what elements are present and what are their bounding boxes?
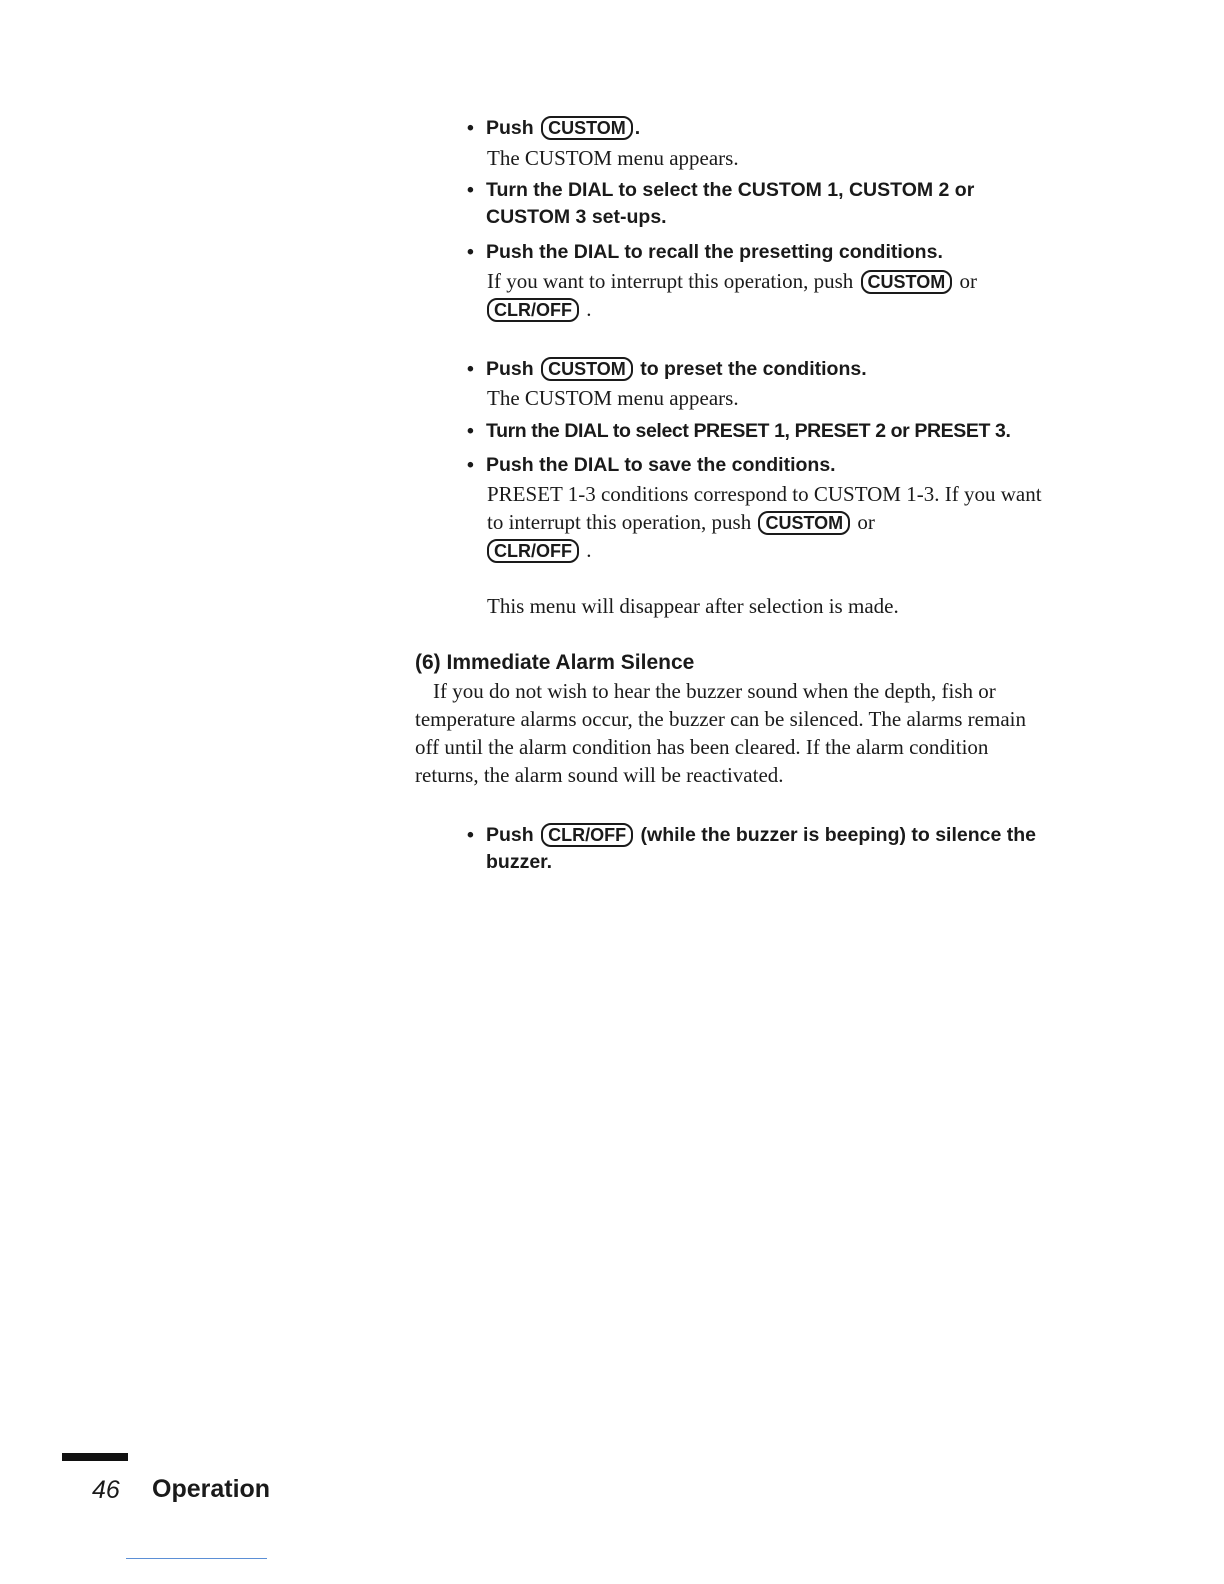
custom-key: CUSTOM [758, 511, 850, 535]
clr-off-key: CLR/OFF [487, 539, 579, 563]
step-text: Push [486, 358, 534, 380]
bullet: • [467, 358, 474, 380]
custom-key: CUSTOM [541, 116, 633, 140]
clr-off-key: CLR/OFF [541, 823, 633, 847]
step-text-end: to preset the conditions. [640, 358, 867, 380]
footer-section-name: Operation [152, 1475, 271, 1503]
bottom-rule [126, 1558, 267, 1559]
note-text: PRESET 1-3 conditions correspond to CUSTOM 1-3. If you want to interrupt this operation, push [487, 482, 1042, 534]
bullet: • [467, 454, 474, 476]
interrupt-note-recall [487, 267, 1047, 323]
custom-key: CUSTOM [541, 357, 633, 381]
note-text: If you want to interrupt this operation, push [487, 269, 854, 293]
menu-disappear-text: This menu will disappear after selection is made. [487, 594, 899, 618]
custom-menu-appears-text: The CUSTOM menu appears. [487, 146, 739, 170]
step-text-end: (while the buzzer is beeping) to silence the buzzer. [486, 824, 1037, 873]
bullet: • [467, 420, 474, 442]
footer-bar [62, 1453, 128, 1461]
step-text: Push the DIAL to save the conditions. [486, 454, 836, 476]
correspond-note [487, 480, 1047, 564]
note-or: or [959, 269, 977, 293]
custom-menu-appears-text-2: The CUSTOM menu appears. [487, 386, 739, 410]
bullet: • [467, 117, 474, 139]
bullet: • [467, 241, 474, 263]
note-end: . [586, 538, 592, 562]
bullet: • [467, 824, 474, 846]
step-text: Turn the DIAL to select the CUSTOM 1, CUSTOM 2 or CUSTOM 3 set-ups. [486, 179, 975, 228]
alarm-paragraph [415, 677, 1055, 789]
step-text: Push the DIAL to recall the presetting conditions. [486, 241, 943, 263]
custom-key: CUSTOM [861, 270, 953, 294]
bullet: • [467, 179, 474, 201]
paragraph-text: If you do not wish to hear the buzzer sound when the depth, fish or temperature alarms occur, the buzzer can be silenced. The alarms remain off until the alarm condition has been cleared. If the alarm condition returns, the alarm sound will be reactivated. [415, 679, 1026, 787]
step-text: Push [486, 117, 534, 139]
step-text-end: . [634, 117, 641, 139]
page-number: 46 [92, 1476, 120, 1504]
step-text: Turn the DIAL to select PRESET 1, PRESET 2 or PRESET 3. [486, 420, 1011, 442]
note-or: or [857, 510, 875, 534]
clr-off-key: CLR/OFF [487, 298, 579, 322]
step-text: Push [486, 824, 534, 846]
section-heading: (6) Immediate Alarm Silence [415, 651, 695, 674]
note-end: . [586, 297, 592, 321]
